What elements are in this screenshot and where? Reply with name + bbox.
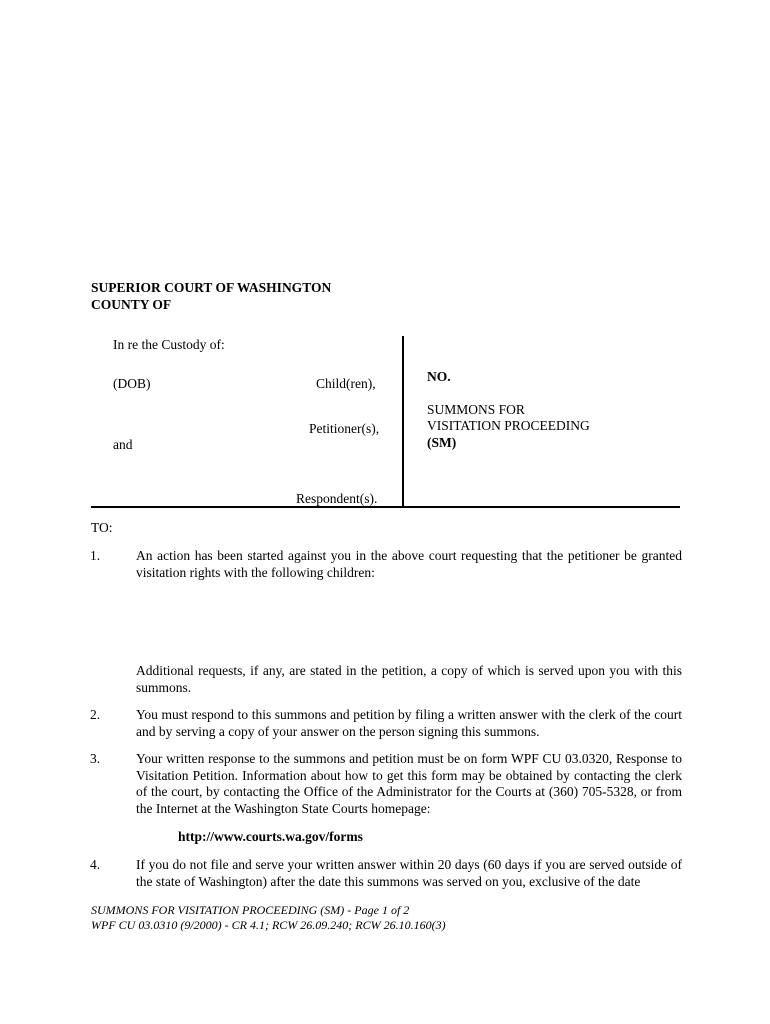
document-title-line1: SUMMONS FOR (427, 402, 525, 417)
caption-vertical-rule (402, 336, 404, 508)
case-number-label: NO. (427, 369, 451, 384)
item-text-3: Your written response to the summons and petition must be on form WPF CU 03.0320, Response to Visitation Petition. Information about how to get this form may be obtained by contacting the clerk of the court, by contacting the Office of the Administrator for the Courts at (360) 705-5328, or from the Internet at the Washington State Courts homepage: (136, 751, 682, 816)
children-label: Child(ren), (316, 376, 376, 391)
in-re-label: In re the Custody of: (113, 337, 225, 352)
footer-line-1: SUMMONS FOR VISITATION PROCEEDING (SM) - Page 1 of 2 (91, 903, 410, 917)
item-number-3: 3. (90, 751, 101, 766)
caption-horizontal-rule (91, 506, 680, 508)
dob-label: (DOB) (113, 376, 151, 391)
respondents-label: Respondent(s). (296, 491, 378, 506)
item-text-1: An action has been started against you in the above court requesting that the petitioner be granted visitation rights with the following children: (136, 548, 682, 580)
and-label: and (113, 437, 133, 452)
item-number-2: 2. (90, 707, 101, 722)
item-number-1: 1. (90, 548, 101, 563)
courts-website-link[interactable]: http://www.courts.wa.gov/forms (178, 829, 363, 844)
petitioners-label: Petitioner(s), (309, 421, 380, 436)
document-code: (SM) (427, 435, 457, 450)
document-title-line2: VISITATION PROCEEDING (427, 418, 590, 433)
court-name: SUPERIOR COURT OF WASHINGTON (91, 280, 332, 295)
item-extra-1: Additional requests, if any, are stated in the petition, a copy of which is served upon you with this summons. (136, 663, 682, 695)
to-label: TO: (91, 520, 113, 535)
county-label: COUNTY OF (91, 297, 172, 312)
footer-line-2: WPF CU 03.0310 (9/2000) - CR 4.1; RCW 26.09.240; RCW 26.10.160(3) (91, 918, 446, 932)
item-text-4: If you do not file and serve your written answer within 20 days (60 days if you are served outside of the state of Washington) after the date this summons was served on you, exclusive of the date (136, 857, 682, 889)
item-text-2: You must respond to this summons and petition by filing a written answer with the clerk of the court and by serving a copy of your answer on the person signing this summons. (136, 707, 682, 739)
item-number-4: 4. (90, 857, 101, 872)
